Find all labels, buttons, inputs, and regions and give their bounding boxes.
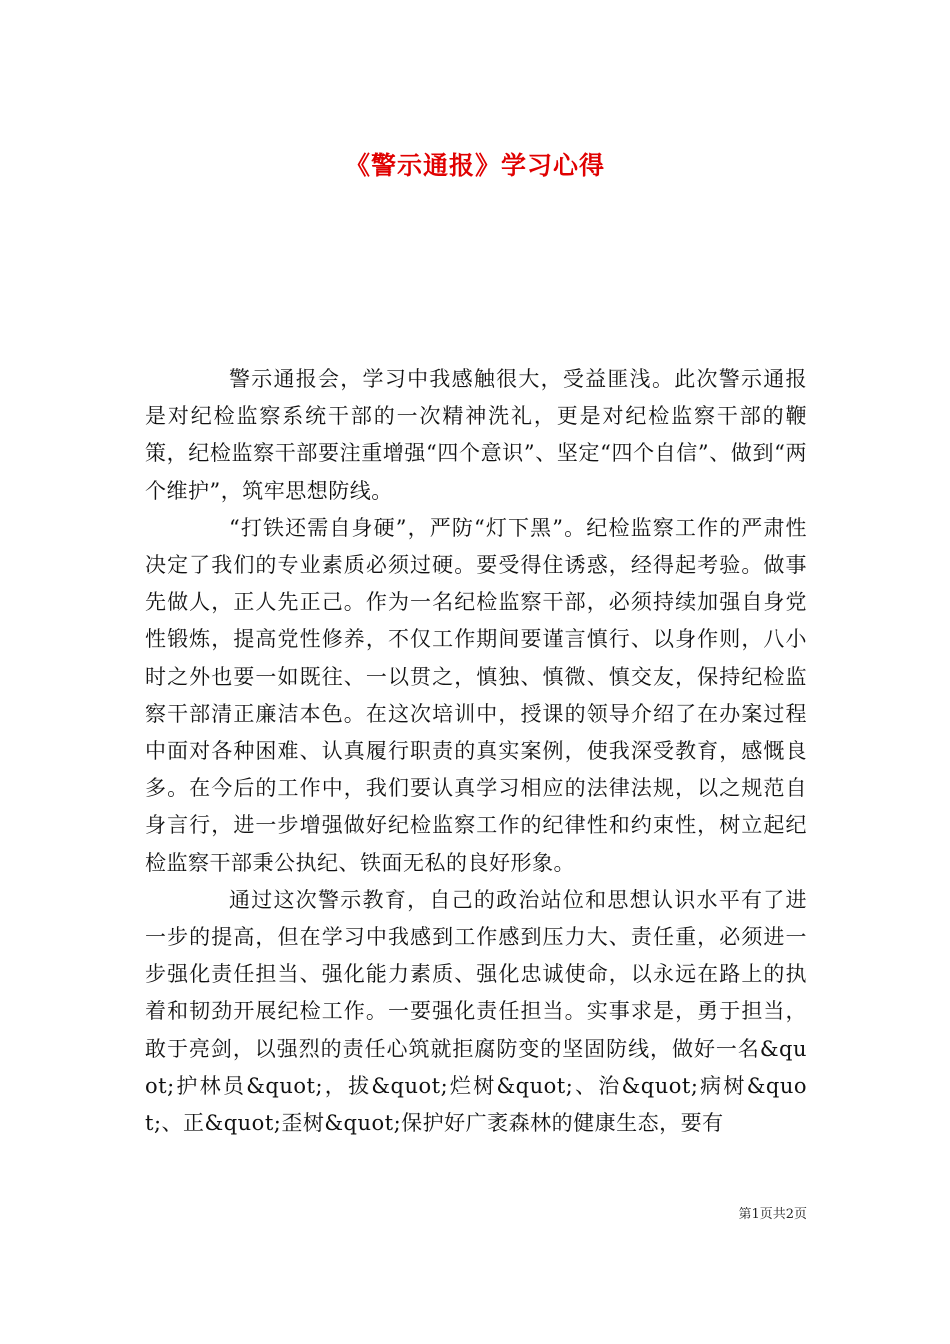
paragraph-1: 警示通报会，学习中我感触很大，受益匪浅。此次警示通报是对纪检监察系统干部的一次精神洗礼，更是对纪检监察干部的鞭策，纪检监察干部要注重增强“四个意识”、坚定“四个自信”、做到“两个维护”，筑牢思想防线。 [145,367,807,503]
paragraph-2: “打铁还需自身硬”，严防“灯下黑”。纪检监察工作的严肃性决定了我们的专业素质必须过硬。要受得住诱惑，经得起考验。做事先做人，正人先正己。作为一名纪检监察干部，必须持续加强自身党性锻炼，提高党性修养，不仅工作期间要谨言慎行、以身作则，八小时之外也要一如既往、一以贯之，慎独、慎微、慎交友，保持纪检监察干部清正廉洁本色。在这次培训中，授课的领导介绍了在办案过程中面对各种困难、认真履行职责的真实案例，使我深受教育，感慨良多。在今后的工作中，我们要认真学习相应的法律法规，以之规范自身言行，进一步增强做好纪检监察工作的纪律性和约束性，树立起纪检监察干部秉公执纪、铁面无私的良好形象。 [145,515,807,875]
document-body [145,361,807,1142]
document-title: 《警示通报》学习心得 [344,150,605,180]
page-number-footer: 第1页共2页 [738,1207,807,1222]
paragraph-3: 通过这次警示教育，自己的政治站位和思想认识水平有了进一步的提高，但在学习中我感到工作感到压力大、责任重，必须进一步强化责任担当、强化能力素质、强化忠诚使命，以永远在路上的执着和韧劲开展纪检工作。一要强化责任担当。实事求是，勇于担当，敢于亮剑，以强烈的责任心筑就拒腐防变的坚固防线，做好一名&quot;护林员&quot;，拔&quot;烂树&quot;、治&quot;病树&quot;、正&quot;歪树&quot;保护好广袤森林的健康生态，要有 [145,887,807,1136]
